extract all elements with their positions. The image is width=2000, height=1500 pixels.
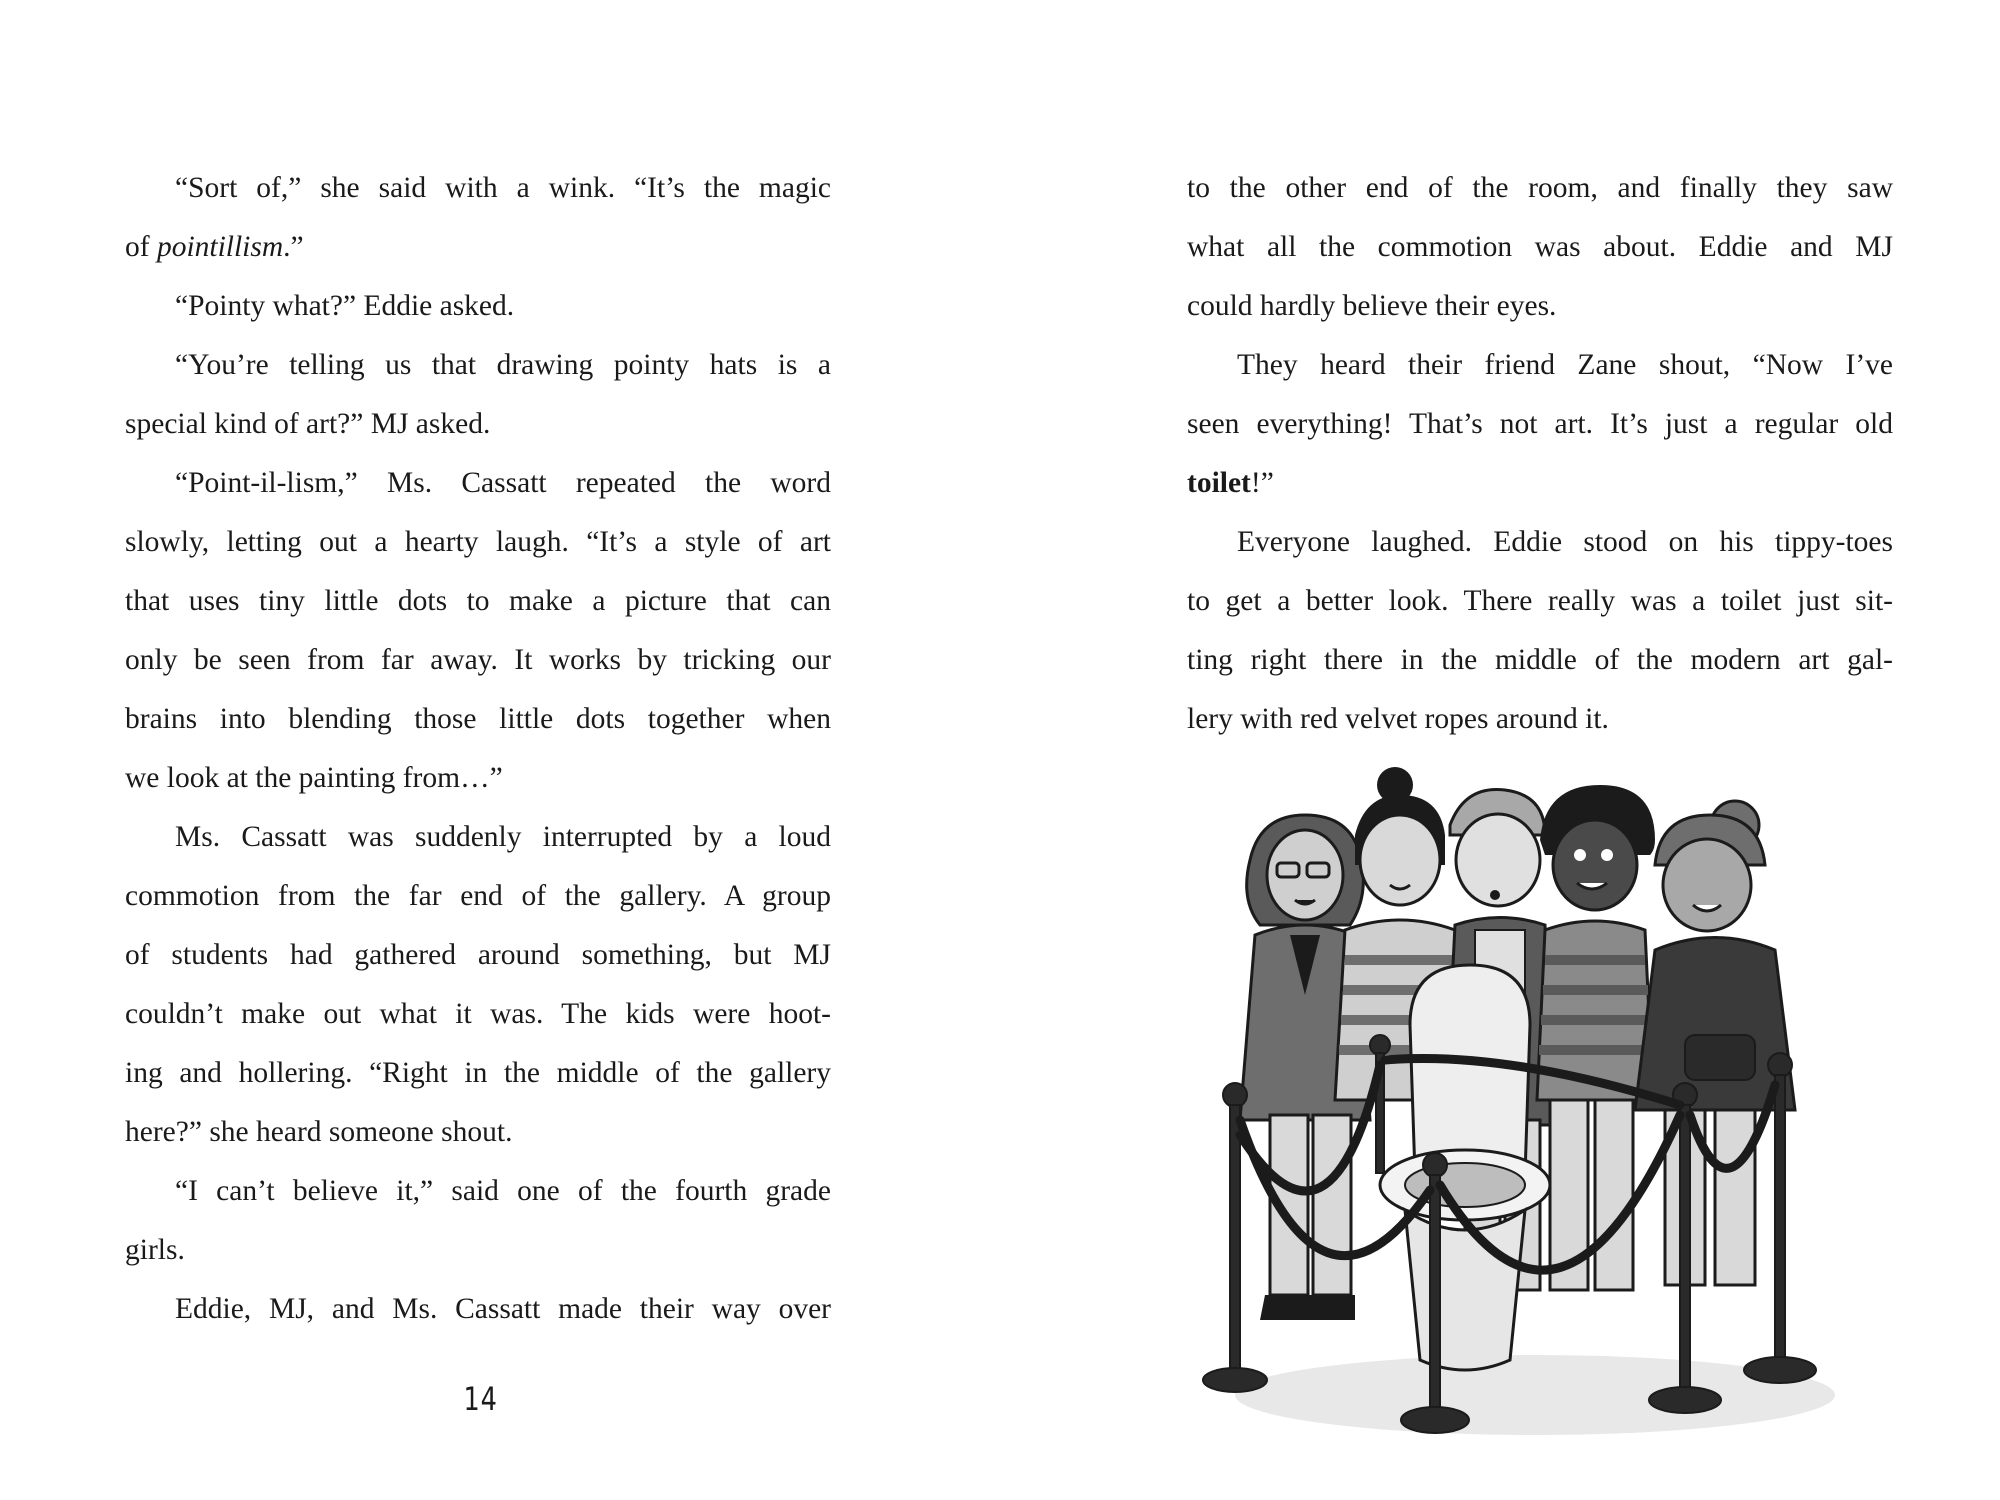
- text-line: “Sort of,” she said with a wink. “It’s the magic: [175, 172, 831, 204]
- text-line: Everyone laughed. Eddie stood on his tippy-toes: [1237, 526, 1893, 558]
- text-line: could hardly believe their eyes.: [1187, 290, 1557, 322]
- text-line: “I can’t believe it,” said one of the fourth grade: [175, 1175, 831, 1207]
- text-line: Ms. Cassatt was suddenly interrupted by a loud: [175, 821, 831, 853]
- bold-word: toilet: [1187, 467, 1251, 499]
- text-line: “You’re telling us that drawing pointy hats is a: [175, 349, 831, 381]
- text-line: of pointillism.”: [125, 231, 304, 263]
- italic-term: pointillism: [156, 231, 284, 263]
- stanchion: [1203, 1083, 1267, 1392]
- text-line: They heard their friend Zane shout, “Now I’ve: [1237, 349, 1893, 381]
- text-line: lery with red velvet ropes around it.: [1187, 703, 1609, 735]
- left-page-text: [125, 164, 831, 1344]
- text-line: of students had gathered around something, but MJ: [125, 939, 831, 971]
- text-line: brains into blending those little dots together when: [125, 703, 831, 735]
- text-line: ing and hollering. “Right in the middle of the gallery: [125, 1057, 831, 1089]
- text-line: ting right there in the middle of the modern art gal-: [1187, 644, 1893, 676]
- right-page-text: [1187, 164, 1893, 754]
- text-line: to get a better look. There really was a toilet just sit-: [1187, 585, 1893, 617]
- text-line: that uses tiny little dots to make a picture that can: [125, 585, 831, 617]
- text-line: toilet!”: [1187, 467, 1274, 499]
- page-number: 14: [463, 1380, 498, 1418]
- kid-curly-boy: [1537, 785, 1655, 1290]
- right-page: [1000, 0, 2000, 1500]
- text-line: girls.: [125, 1234, 185, 1266]
- text-line: “Pointy what?” Eddie asked.: [175, 290, 515, 322]
- illustration-kids-toilet: [1195, 755, 1885, 1455]
- text-line: here?” she heard someone shout.: [125, 1116, 513, 1148]
- text-line: only be seen from far away. It works by tricking our: [125, 644, 831, 676]
- text-line: commotion from the far end of the gallery. A group: [125, 880, 831, 912]
- illustration: [1195, 755, 1885, 1455]
- text-line: couldn’t make out what it was. The kids were hoot-: [125, 998, 831, 1030]
- kid-hoodie-girl: [1635, 801, 1795, 1285]
- text-line: seen everything! That’s not art. It’s just a regular old: [1187, 408, 1893, 440]
- text-line: slowly, letting out a hearty laugh. “It’s a style of art: [125, 526, 831, 558]
- text-line: “Point-il-lism,” Ms. Cassatt repeated the word: [175, 467, 831, 499]
- text-line: Eddie, MJ, and Ms. Cassatt made their way over: [175, 1293, 831, 1325]
- text-line: special kind of art?” MJ asked.: [125, 408, 491, 440]
- text-line: to the other end of the room, and finally they saw: [1187, 172, 1893, 204]
- text-line: what all the commotion was about. Eddie and MJ: [1187, 231, 1893, 263]
- text-line: we look at the painting from…”: [125, 762, 503, 794]
